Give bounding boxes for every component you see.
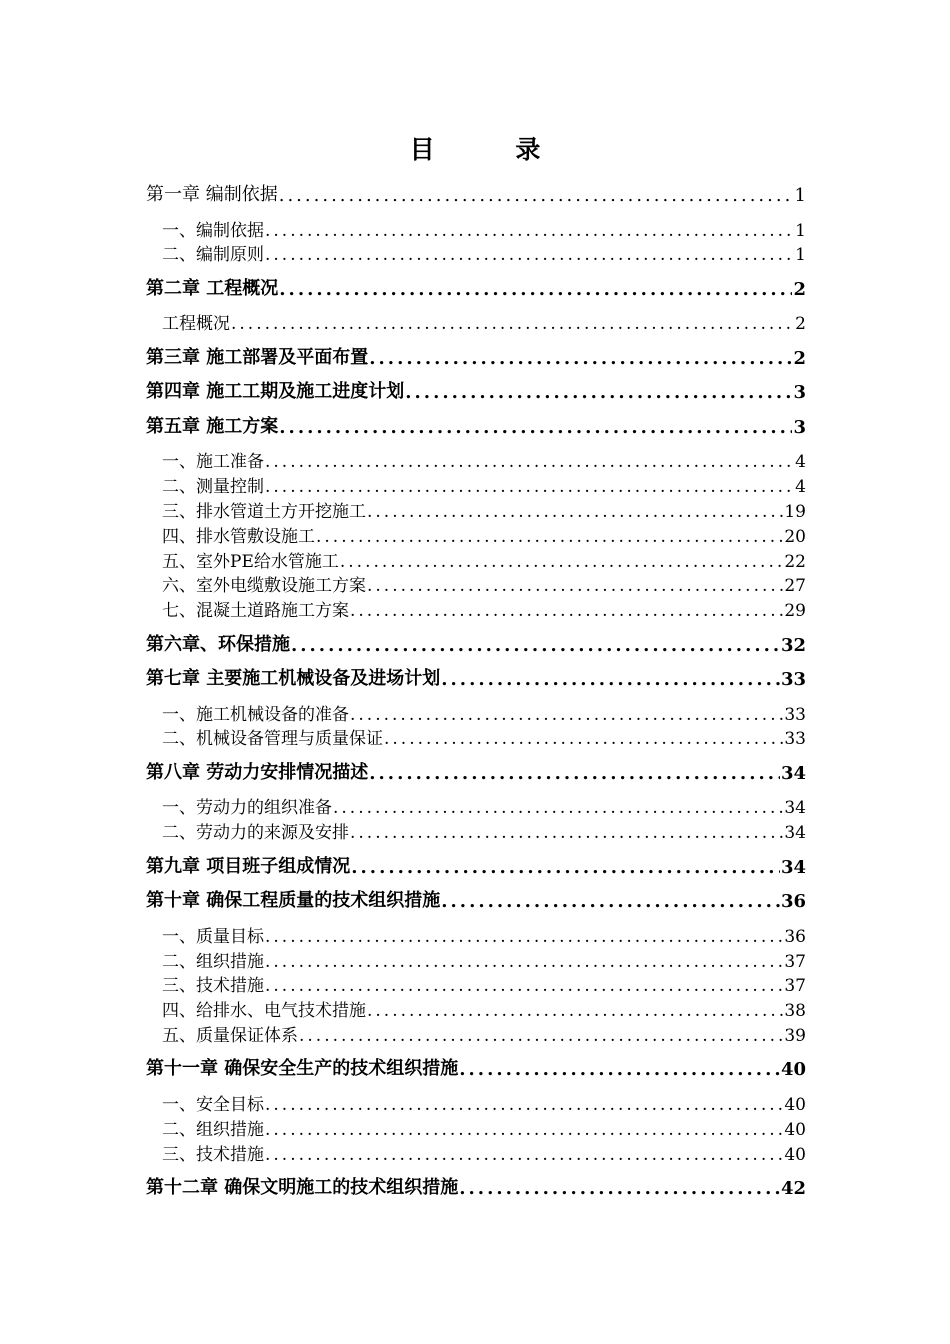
toc-entry-label: 第十二章 确保文明施工的技术组织措施: [146, 1177, 459, 1198]
toc-entry-page-number: 3: [793, 382, 806, 404]
toc-entry-label: 二、测量控制: [162, 477, 264, 498]
toc-entry[interactable]: [162, 595, 806, 621]
toc-entry[interactable]: [162, 496, 806, 522]
toc-entry[interactable]: [162, 239, 806, 265]
toc-entry[interactable]: [162, 723, 806, 749]
toc-leader-dots: [459, 1178, 780, 1199]
toc-entry-page-number: 33: [784, 729, 806, 750]
toc-entry-page-number: 1: [795, 220, 806, 241]
toc-entry[interactable]: [162, 471, 806, 497]
toc-leader-dots: [265, 976, 783, 996]
toc-entry-page-number: 34: [784, 823, 806, 844]
toc-entry[interactable]: [146, 1054, 806, 1080]
toc-leader-dots: [459, 1059, 780, 1080]
toc-entry-label: 第二章 工程概况: [146, 277, 279, 299]
toc-entry[interactable]: [162, 215, 806, 241]
toc-entry-page-number: 27: [784, 576, 806, 597]
toc-leader-dots: [291, 635, 780, 656]
toc-entry-page-number: 36: [784, 926, 806, 947]
toc-entry-page-number: 3: [793, 416, 806, 438]
toc-entry-page-number: 42: [780, 1178, 806, 1199]
toc-entry-page-number: 1: [794, 185, 806, 206]
toc-entry-page-number: 40: [784, 1119, 806, 1140]
toc-entry-page-number: 22: [784, 551, 806, 572]
toc-entry-label: 四、排水管敷设施工: [162, 526, 315, 547]
toc-entry-page-number: 2: [793, 278, 806, 300]
toc-entry[interactable]: [162, 921, 806, 947]
toc-entry[interactable]: [162, 308, 806, 334]
toc-entry-label: 一、质量目标: [162, 926, 264, 947]
toc-entry-label: 二、机械设备管理与质量保证: [162, 729, 383, 750]
toc-entry-label: 第十一章 确保安全生产的技术组织措施: [146, 1058, 459, 1080]
toc-leader-dots: [279, 185, 794, 206]
toc-entry[interactable]: [146, 664, 806, 690]
toc-leader-dots: [333, 798, 783, 818]
toc-entry[interactable]: [162, 521, 806, 547]
toc-entry[interactable]: [162, 699, 806, 725]
toc-entry[interactable]: [146, 852, 806, 878]
toc-entry-label: 六、室外电缆敷设施工方案: [162, 576, 366, 597]
toc-leader-dots: [279, 279, 792, 300]
toc-entry-page-number: 36: [780, 891, 806, 913]
toc-entry-label: 一、施工准备: [162, 452, 264, 473]
toc-entry[interactable]: [162, 946, 806, 972]
toc-leader-dots: [367, 1001, 783, 1021]
toc-entry-page-number: 37: [784, 951, 806, 972]
toc-entry-label: 五、质量保证体系: [162, 1025, 298, 1046]
toc-leader-dots: [265, 221, 794, 241]
toc-entry[interactable]: [162, 1139, 806, 1165]
toc-entry-page-number: 4: [795, 477, 806, 498]
toc-leader-dots: [265, 477, 794, 497]
toc-entry[interactable]: [162, 570, 806, 596]
toc-entry-label: 第七章 主要施工机械设备及进场计划: [146, 668, 441, 690]
toc-entry-label: 三、技术措施: [162, 976, 264, 997]
toc-leader-dots: [316, 527, 783, 547]
toc-entry-page-number: 1: [795, 245, 806, 266]
toc-entry[interactable]: [146, 630, 806, 656]
toc-entry-label: 第九章 项目班子组成情况: [146, 855, 351, 877]
toc-entry[interactable]: [162, 1020, 806, 1046]
toc-entry-page-number: 38: [784, 1001, 806, 1022]
toc-leader-dots: [441, 669, 780, 690]
toc-leader-dots: [369, 348, 792, 369]
toc-entry-label: 三、排水管道土方开挖施工: [162, 501, 366, 522]
toc-entry-label: 第四章 施工工期及施工进度计划: [146, 381, 405, 403]
toc-entry[interactable]: [162, 970, 806, 996]
toc-entry-page-number: 33: [784, 704, 806, 725]
toc-entry[interactable]: [162, 817, 806, 843]
toc-entry-label: 一、安全目标: [162, 1094, 264, 1115]
toc-entry-page-number: 34: [780, 762, 806, 784]
toc-leader-dots: [265, 1145, 783, 1165]
toc-entry[interactable]: [162, 792, 806, 818]
toc-entry-label: 第十章 确保工程质量的技术组织措施: [146, 890, 441, 912]
toc-entry-label: 二、组织措施: [162, 1119, 264, 1140]
toc-entry-page-number: 19: [784, 501, 806, 522]
toc-entry-page-number: 34: [780, 856, 806, 878]
toc-leader-dots: [405, 382, 792, 403]
toc-entry-label: 一、施工机械设备的准备: [162, 704, 349, 725]
toc-entry-page-number: 4: [795, 452, 806, 473]
toc-entry-page-number: 40: [780, 1059, 806, 1081]
toc-leader-dots: [367, 502, 783, 522]
toc-entry-page-number: 2: [795, 314, 806, 335]
toc-entry-label: 七、混凝土道路施工方案: [162, 601, 349, 622]
toc-entry-label: 三、技术措施: [162, 1144, 264, 1165]
toc-leader-dots: [265, 1120, 783, 1140]
toc-entry-label: 工程概况: [162, 314, 230, 335]
toc-leader-dots: [265, 952, 783, 972]
toc-entry-label: 二、组织措施: [162, 951, 264, 972]
toc-entry[interactable]: [162, 446, 806, 472]
toc-entry[interactable]: [146, 377, 806, 403]
toc-entry[interactable]: [146, 886, 806, 912]
toc-entry[interactable]: [146, 343, 806, 369]
toc-leader-dots: [441, 891, 780, 912]
page-title: 目 录: [409, 135, 577, 164]
toc-entry-page-number: 37: [784, 976, 806, 997]
toc-leader-dots: [340, 552, 784, 572]
toc-leader-dots: [231, 314, 794, 334]
toc-entry-page-number: 40: [784, 1094, 806, 1115]
toc-entry-label: 第六章、环保措施: [146, 633, 290, 655]
toc-entry[interactable]: [146, 412, 806, 438]
toc-leader-dots: [350, 823, 783, 843]
toc-leader-dots: [369, 763, 780, 784]
toc-leader-dots: [350, 705, 783, 725]
toc-entry[interactable]: [162, 1089, 806, 1115]
toc-entry-label: 第五章 施工方案: [146, 415, 279, 437]
toc-leader-dots: [350, 601, 783, 621]
toc-leader-dots: [265, 452, 794, 472]
toc-entry-label: 一、编制依据: [162, 220, 264, 241]
toc-entry-label: 一、劳动力的组织准备: [162, 798, 332, 819]
toc-entry-page-number: 2: [793, 347, 806, 369]
toc-entry[interactable]: [162, 546, 806, 572]
toc-entry-label: 第八章 劳动力安排情况描述: [146, 761, 369, 783]
toc-entry-page-number: 20: [784, 526, 806, 547]
toc-leader-dots: [265, 245, 794, 265]
toc-leader-dots: [384, 729, 783, 749]
toc-entry[interactable]: [146, 274, 806, 300]
toc-entry-page-number: 32: [780, 634, 806, 656]
toc-entry-page-number: 40: [784, 1144, 806, 1165]
toc-entry-label: 四、给排水、电气技术措施: [162, 1001, 366, 1022]
toc-entry-label: 第一章 编制依据: [146, 184, 278, 205]
toc-entry[interactable]: [146, 180, 806, 206]
toc-leader-dots: [351, 857, 780, 878]
toc-entry-label: 二、编制原则: [162, 245, 264, 266]
toc-leader-dots: [279, 417, 792, 438]
toc-leader-dots: [299, 1026, 783, 1046]
toc-leader-dots: [265, 1095, 783, 1115]
toc-entry-page-number: 33: [780, 669, 806, 691]
toc-entry[interactable]: [146, 1173, 806, 1199]
toc-entry[interactable]: [146, 758, 806, 784]
toc-entry[interactable]: [162, 1114, 806, 1140]
toc-entry-label: 第三章 施工部署及平面布置: [146, 346, 369, 368]
toc-leader-dots: [367, 576, 783, 596]
toc-entry-label: 五、室外PE给水管施工: [162, 551, 339, 572]
toc-leader-dots: [265, 927, 783, 947]
toc-entry-label: 二、劳动力的来源及安排: [162, 823, 349, 844]
toc-entry-page-number: 39: [784, 1025, 806, 1046]
toc-entry-page-number: 34: [784, 798, 806, 819]
toc-entry-page-number: 29: [784, 601, 806, 622]
toc-entry[interactable]: [162, 995, 806, 1021]
